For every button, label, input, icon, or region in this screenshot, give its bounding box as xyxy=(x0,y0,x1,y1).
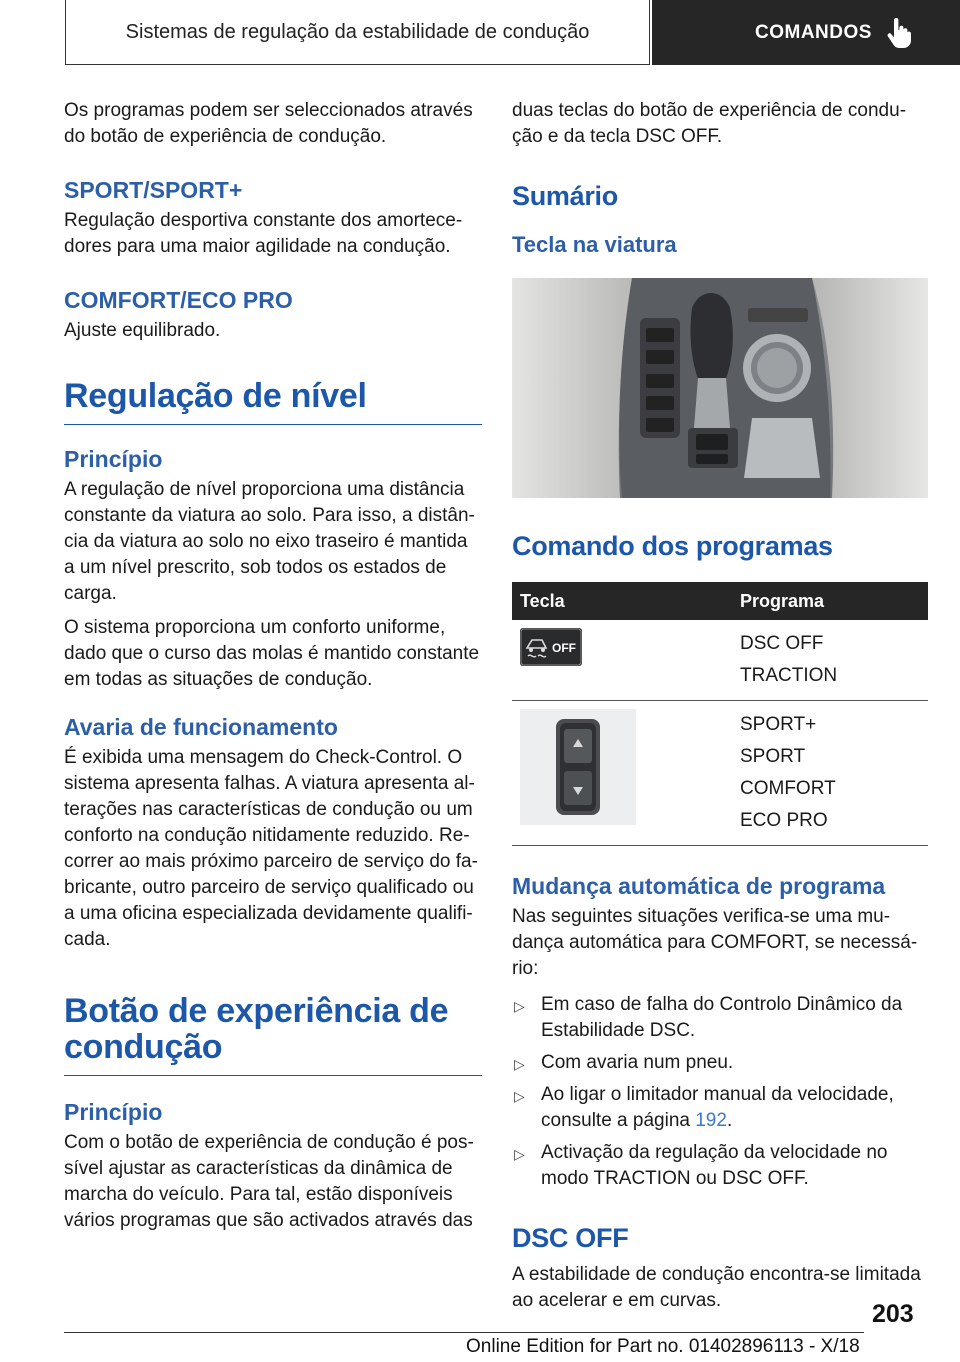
principio-heading-2: Princípio xyxy=(64,1099,163,1125)
list-item: ▷ Com avaria num pneu. xyxy=(512,1050,930,1076)
mudanca-heading: Mudança automática de programa xyxy=(512,873,886,899)
comfort-heading: COMFORT/ECO PRO xyxy=(64,287,293,313)
table-row xyxy=(512,701,928,846)
page-header xyxy=(0,0,960,68)
col-header-tecla: Tecla xyxy=(512,582,734,620)
triangle-bullet-icon: ▷ xyxy=(514,998,525,1014)
comando-heading: Comando dos programas xyxy=(512,531,833,561)
dsc-off-key-image xyxy=(520,628,582,666)
nivel-heading: Regulação de nível xyxy=(64,378,482,425)
console-photo xyxy=(512,278,928,498)
list-item: ▷ Ao ligar o limitador manual da velocidade, consulte a página 192. xyxy=(514,1084,894,1131)
mudanca-text: Nas seguintes situações verifica-se uma mudança automática para COMFORT, se necessário: xyxy=(512,906,918,979)
dsc-off-key-label: OFF xyxy=(552,641,576,655)
section-title: Sistemas de regulação da estabilidade de condução xyxy=(125,20,590,43)
list-item: ▷ Activação da regulação da velocidade no modo TRACTION ou DSC OFF. xyxy=(514,1142,888,1189)
dsc-off-text: A estabilidade de condução encontra-se limitada ao acelerar e em curvas. xyxy=(512,1264,921,1311)
footer-rule xyxy=(64,1332,864,1333)
avaria-text: É exibida uma mensagem do Check-Control. O sistema apresenta falhas. A viatura apresenta alterações nas características de condução ou um conforto na condução nitidamente reduzido. Recorrer ao mais próximo parceiro de serviço do fabricante, outro parceiro de serviço qualificado ou a uma oficina especializada devidamente qualificada. xyxy=(64,747,478,950)
experience-switch-cell xyxy=(512,701,734,846)
principio-heading: Princípio xyxy=(64,446,163,472)
comfort-text: Ajuste equilibrado. xyxy=(64,320,221,341)
table-header-row xyxy=(512,582,928,620)
dsc-off-heading: DSC OFF xyxy=(512,1223,629,1253)
right-column xyxy=(512,98,930,1314)
intro-text: Os programas podem ser seleccionados através do botão de experiência de condução. xyxy=(64,100,473,147)
triangle-bullet-icon: ▷ xyxy=(514,1088,525,1104)
principio-text-3: Com o botão de experiência de condução é possível ajustar as características da dinâmica de marcha do veículo. Para tal, estão disponíveis vários programas que são activados através das xyxy=(64,1132,474,1231)
row2-programs xyxy=(734,701,928,846)
col-header-programa: Programa xyxy=(734,582,928,620)
program-eco-pro: ECO PRO xyxy=(740,810,828,831)
left-column xyxy=(64,98,482,1234)
principio-text-2: O sistema proporciona um conforto uniforme, dado que o curso das molas é mantido constante em todas as situações de condução. xyxy=(64,617,480,690)
row1-programs xyxy=(734,620,928,701)
continued-text: duas teclas do botão de experiência de condução e da tecla DSC OFF. xyxy=(512,100,907,147)
table-row xyxy=(512,620,928,701)
dsc-off-key-cell xyxy=(512,620,734,701)
tecla-heading: Tecla na viatura xyxy=(512,232,677,257)
program-sport-plus: SPORT+ xyxy=(740,714,817,735)
program-traction: TRACTION xyxy=(740,665,838,686)
auto-change-list xyxy=(512,992,930,1192)
experience-switch-image xyxy=(520,709,636,825)
hand-pointer-icon xyxy=(886,18,912,48)
sport-heading: SPORT/SPORT+ xyxy=(64,177,243,203)
section-title-box xyxy=(65,0,650,65)
list-item: ▷ Em caso de falha do Controlo Dinâmico da Estabilidade DSC. xyxy=(514,994,903,1041)
page-number: 203 xyxy=(872,1300,914,1328)
botao-heading: Botão de experiência de condução xyxy=(64,993,482,1076)
avaria-heading: Avaria de funcionamento xyxy=(64,714,338,740)
edition-footer: Online Edition for Part no. 01402896113 - X/18 xyxy=(466,1336,860,1357)
principio-text-1: A regulação de nível proporciona uma distância constante da viatura ao solo. Para isso, a distância da viatura ao solo no eixo traseiro é mantida a um nível prescrito, sob todos os estados de carga. xyxy=(64,479,475,604)
programs-table xyxy=(512,582,928,846)
program-sport: SPORT xyxy=(740,746,806,767)
sumario-heading: Sumário xyxy=(512,181,618,211)
chapter-label: COMANDOS xyxy=(755,21,872,43)
sport-text: Regulação desportiva constante dos amortecedores para uma maior agilidade na condução. xyxy=(64,210,463,257)
page-link-192[interactable]: 192 xyxy=(695,1110,727,1131)
triangle-bullet-icon: ▷ xyxy=(514,1146,525,1162)
triangle-bullet-icon: ▷ xyxy=(514,1056,525,1072)
program-dsc-off: DSC OFF xyxy=(740,633,824,654)
chapter-tab[interactable] xyxy=(652,0,960,65)
program-comfort: COMFORT xyxy=(740,778,836,799)
